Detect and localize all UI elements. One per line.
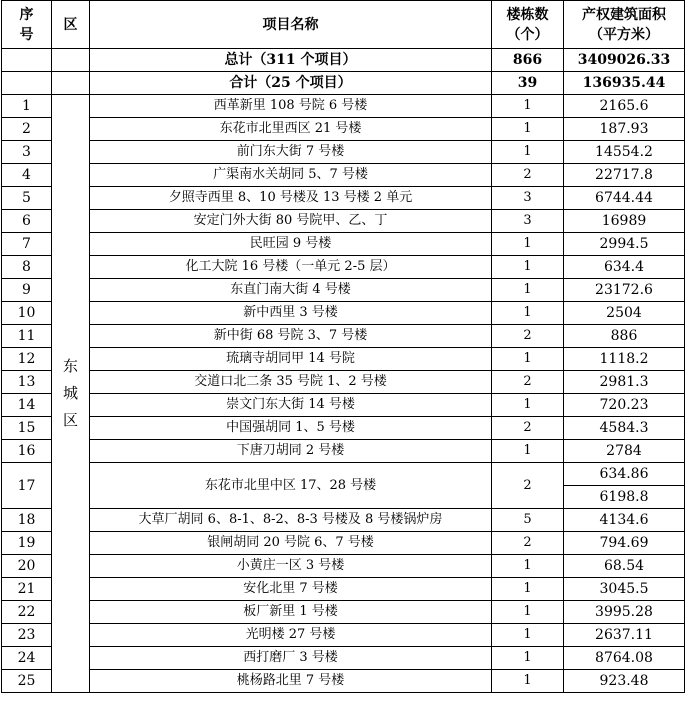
row-area: 6744.44 bbox=[564, 187, 685, 210]
row-name: 板厂新里 1 号楼 bbox=[90, 601, 492, 624]
table-row bbox=[2, 555, 685, 578]
row-count: 1 bbox=[492, 555, 564, 578]
row-name: 广渠南水关胡同 5、7 号楼 bbox=[90, 164, 492, 187]
grand-total-area: 3409026.33 bbox=[564, 49, 685, 72]
row-count: 1 bbox=[492, 279, 564, 302]
row-area: 4584.3 bbox=[564, 417, 685, 440]
row-name: 光明楼 27 号楼 bbox=[90, 624, 492, 647]
row-count: 1 bbox=[492, 348, 564, 371]
row-area: 2784 bbox=[564, 440, 685, 463]
row-name: 东花市北里西区 21 号楼 bbox=[90, 118, 492, 141]
row-name: 安化北里 7 号楼 bbox=[90, 578, 492, 601]
row-name: 大草厂胡同 6、8-1、8-2、8-3 号楼及 8 号楼锅炉房 bbox=[90, 509, 492, 532]
row-count: 3 bbox=[492, 187, 564, 210]
row-name: 小黄庄一区 3 号楼 bbox=[90, 555, 492, 578]
row-name: 崇文门东大街 14 号楼 bbox=[90, 394, 492, 417]
header-seq: 序 号 bbox=[2, 1, 52, 49]
row-name: 中国强胡同 1、5 号楼 bbox=[90, 417, 492, 440]
row-count: 2 bbox=[492, 371, 564, 394]
grand-total-district bbox=[52, 49, 90, 72]
row-count: 2 bbox=[492, 164, 564, 187]
row-name: 西打磨厂 3 号楼 bbox=[90, 647, 492, 670]
row-seq: 23 bbox=[2, 624, 52, 647]
row-name: 前门东大街 7 号楼 bbox=[90, 141, 492, 164]
table-row bbox=[2, 463, 685, 486]
row-count: 2 bbox=[492, 532, 564, 555]
row-seq: 18 bbox=[2, 509, 52, 532]
row-seq: 11 bbox=[2, 325, 52, 348]
table-row bbox=[2, 670, 685, 693]
row-seq: 3 bbox=[2, 141, 52, 164]
projects-table bbox=[1, 0, 685, 693]
row-name: 琉璃寺胡同甲 14 号院 bbox=[90, 348, 492, 371]
row-count: 1 bbox=[492, 233, 564, 256]
row-count: 2 bbox=[492, 325, 564, 348]
row-area: 3995.28 bbox=[564, 601, 685, 624]
row-seq: 25 bbox=[2, 670, 52, 693]
row-area: 22717.8 bbox=[564, 164, 685, 187]
table-row bbox=[2, 95, 685, 118]
row-area: 4134.6 bbox=[564, 509, 685, 532]
row-name: 化工大院 16 号楼（一单元 2-5 层） bbox=[90, 256, 492, 279]
grand-total-label: 总计（311 个项目） bbox=[90, 49, 492, 72]
table-row bbox=[2, 509, 685, 532]
row-seq: 8 bbox=[2, 256, 52, 279]
table-row bbox=[2, 417, 685, 440]
row-seq: 5 bbox=[2, 187, 52, 210]
grand-total-row bbox=[2, 49, 685, 72]
grand-total-seq bbox=[2, 49, 52, 72]
row-name: 夕照寺西里 8、10 号楼及 13 号楼 2 单元 bbox=[90, 187, 492, 210]
row-seq: 17 bbox=[2, 463, 52, 509]
row-count: 1 bbox=[492, 118, 564, 141]
subtotal-row bbox=[2, 72, 685, 95]
header-name: 项目名称 bbox=[90, 1, 492, 49]
row-count: 1 bbox=[492, 601, 564, 624]
header-area: 产权建筑面积 （平方米） bbox=[564, 1, 685, 49]
row-area: 6198.8 bbox=[564, 486, 685, 509]
table-row bbox=[2, 210, 685, 233]
row-count: 1 bbox=[492, 141, 564, 164]
row-seq: 22 bbox=[2, 601, 52, 624]
row-seq: 20 bbox=[2, 555, 52, 578]
row-seq: 7 bbox=[2, 233, 52, 256]
row-seq: 6 bbox=[2, 210, 52, 233]
row-seq: 19 bbox=[2, 532, 52, 555]
row-seq: 14 bbox=[2, 394, 52, 417]
row-seq: 1 bbox=[2, 95, 52, 118]
row-count: 1 bbox=[492, 440, 564, 463]
row-count: 1 bbox=[492, 670, 564, 693]
row-seq: 12 bbox=[2, 348, 52, 371]
row-area: 2981.3 bbox=[564, 371, 685, 394]
header-row bbox=[2, 1, 685, 49]
row-seq: 13 bbox=[2, 371, 52, 394]
subtotal-area: 136935.44 bbox=[564, 72, 685, 95]
table-row bbox=[2, 302, 685, 325]
subtotal-label: 合计（25 个项目） bbox=[90, 72, 492, 95]
table-row bbox=[2, 164, 685, 187]
row-area: 3045.5 bbox=[564, 578, 685, 601]
row-area: 923.48 bbox=[564, 670, 685, 693]
row-seq: 21 bbox=[2, 578, 52, 601]
subtotal-district bbox=[52, 72, 90, 95]
row-area: 2504 bbox=[564, 302, 685, 325]
table-row bbox=[2, 325, 685, 348]
row-seq: 2 bbox=[2, 118, 52, 141]
table-row bbox=[2, 141, 685, 164]
row-name: 交道口北二条 35 号院 1、2 号楼 bbox=[90, 371, 492, 394]
header-count: 楼栋数 （个） bbox=[492, 1, 564, 49]
table-row bbox=[2, 233, 685, 256]
row-area: 794.69 bbox=[564, 532, 685, 555]
row-name: 安定门外大街 80 号院甲、乙、丁 bbox=[90, 210, 492, 233]
table-row bbox=[2, 532, 685, 555]
row-count: 3 bbox=[492, 210, 564, 233]
table-row bbox=[2, 348, 685, 371]
row-area: 2637.11 bbox=[564, 624, 685, 647]
row-count: 1 bbox=[492, 624, 564, 647]
table-row bbox=[2, 187, 685, 210]
table-row bbox=[2, 601, 685, 624]
row-name: 下唐刀胡同 2 号楼 bbox=[90, 440, 492, 463]
row-area: 634.86 bbox=[564, 463, 685, 486]
row-count: 1 bbox=[492, 578, 564, 601]
row-seq: 9 bbox=[2, 279, 52, 302]
row-name: 西革新里 108 号院 6 号楼 bbox=[90, 95, 492, 118]
row-area: 720.23 bbox=[564, 394, 685, 417]
row-area: 187.93 bbox=[564, 118, 685, 141]
row-seq: 15 bbox=[2, 417, 52, 440]
row-count: 5 bbox=[492, 509, 564, 532]
table-row bbox=[2, 256, 685, 279]
row-count: 1 bbox=[492, 394, 564, 417]
subtotal-count: 39 bbox=[492, 72, 564, 95]
row-name: 银闸胡同 20 号院 6、7 号楼 bbox=[90, 532, 492, 555]
grand-total-count: 866 bbox=[492, 49, 564, 72]
row-seq: 4 bbox=[2, 164, 52, 187]
table-row bbox=[2, 371, 685, 394]
row-area: 68.54 bbox=[564, 555, 685, 578]
row-seq: 10 bbox=[2, 302, 52, 325]
header-district: 区 bbox=[52, 1, 90, 49]
row-count: 1 bbox=[492, 302, 564, 325]
row-area: 23172.6 bbox=[564, 279, 685, 302]
table-row bbox=[2, 118, 685, 141]
row-count: 1 bbox=[492, 647, 564, 670]
row-area: 1118.2 bbox=[564, 348, 685, 371]
row-count: 2 bbox=[492, 463, 564, 509]
row-area: 16989 bbox=[564, 210, 685, 233]
row-name: 新中街 68 号院 3、7 号楼 bbox=[90, 325, 492, 348]
row-name: 民旺园 9 号楼 bbox=[90, 233, 492, 256]
table-row bbox=[2, 624, 685, 647]
table-row bbox=[2, 647, 685, 670]
row-name: 新中西里 3 号楼 bbox=[90, 302, 492, 325]
row-count: 1 bbox=[492, 256, 564, 279]
district-cell: 东城区 bbox=[52, 95, 90, 693]
row-area: 8764.08 bbox=[564, 647, 685, 670]
row-area: 886 bbox=[564, 325, 685, 348]
row-count: 2 bbox=[492, 417, 564, 440]
row-seq: 24 bbox=[2, 647, 52, 670]
table-row bbox=[2, 440, 685, 463]
row-area: 2994.5 bbox=[564, 233, 685, 256]
row-name: 东直门南大街 4 号楼 bbox=[90, 279, 492, 302]
row-area: 14554.2 bbox=[564, 141, 685, 164]
row-area: 2165.6 bbox=[564, 95, 685, 118]
table-row bbox=[2, 394, 685, 417]
table-row bbox=[2, 279, 685, 302]
row-count: 1 bbox=[492, 95, 564, 118]
row-seq: 16 bbox=[2, 440, 52, 463]
subtotal-seq bbox=[2, 72, 52, 95]
row-name: 东花市北里中区 17、28 号楼 bbox=[90, 463, 492, 509]
table-row bbox=[2, 578, 685, 601]
row-area: 634.4 bbox=[564, 256, 685, 279]
row-name: 桃杨路北里 7 号楼 bbox=[90, 670, 492, 693]
